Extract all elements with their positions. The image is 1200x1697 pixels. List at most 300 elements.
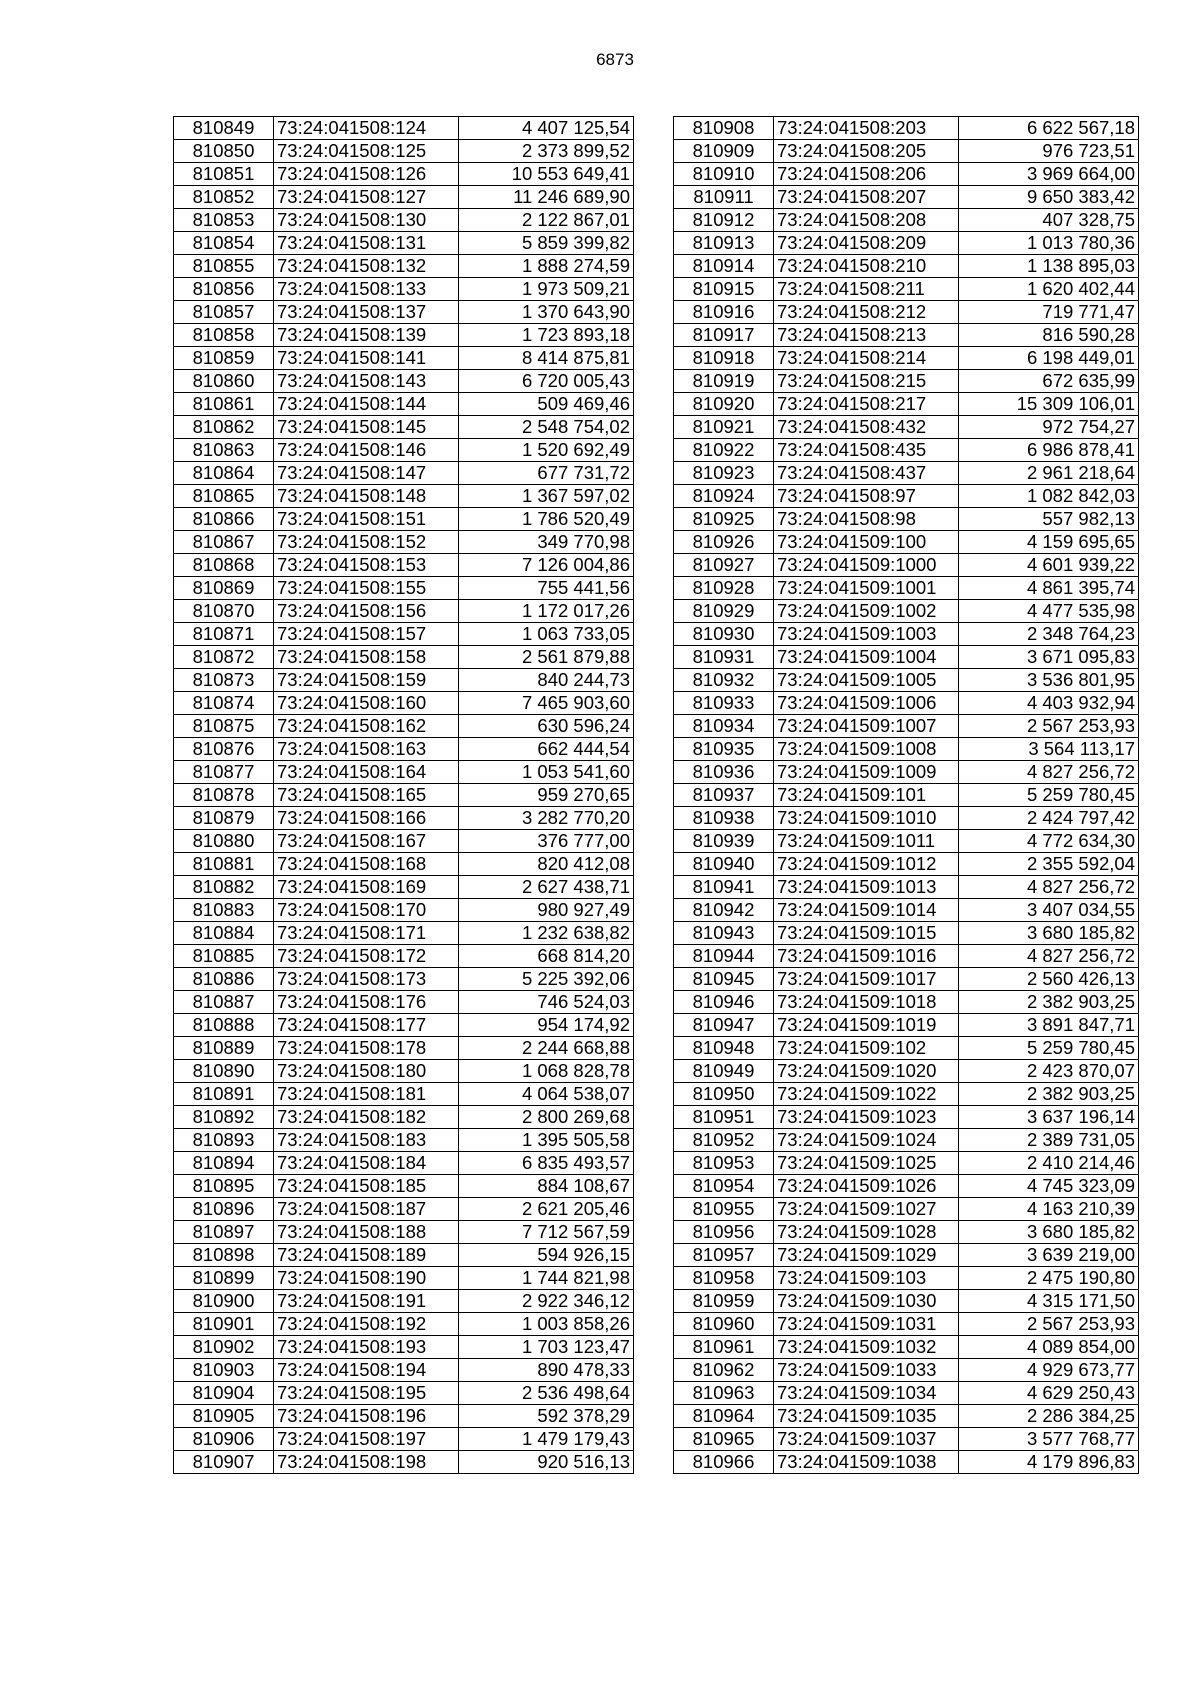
value-cell: 8 414 875,81 <box>459 347 634 370</box>
row-number: 810902 <box>174 1336 274 1359</box>
table-row <box>674 761 1139 784</box>
cadastral-number: 73:24:041509:101 <box>774 784 959 807</box>
row-number: 810911 <box>674 186 774 209</box>
table-row <box>174 1060 634 1083</box>
table-row <box>174 853 634 876</box>
table-row <box>174 186 634 209</box>
table-row <box>674 1382 1139 1405</box>
cadastral-number: 73:24:041508:191 <box>274 1290 459 1313</box>
value-cell: 5 225 392,06 <box>459 968 634 991</box>
table-row <box>174 1129 634 1152</box>
table-row <box>674 209 1139 232</box>
value-cell: 1 003 858,26 <box>459 1313 634 1336</box>
table-row <box>174 370 634 393</box>
table-row <box>174 1290 634 1313</box>
value-cell: 2 536 498,64 <box>459 1382 634 1405</box>
value-cell: 2 382 903,25 <box>959 1083 1139 1106</box>
row-number: 810953 <box>674 1152 774 1175</box>
cadastral-number: 73:24:041508:194 <box>274 1359 459 1382</box>
value-cell: 959 270,65 <box>459 784 634 807</box>
cadastral-number: 73:24:041508:197 <box>274 1428 459 1451</box>
row-number: 810925 <box>674 508 774 531</box>
value-cell: 6 198 449,01 <box>959 347 1139 370</box>
cadastral-number: 73:24:041508:189 <box>274 1244 459 1267</box>
table-row <box>674 1060 1139 1083</box>
cadastral-number: 73:24:041509:1027 <box>774 1198 959 1221</box>
value-cell: 1 744 821,98 <box>459 1267 634 1290</box>
row-number: 810859 <box>174 347 274 370</box>
table-row <box>674 1083 1139 1106</box>
value-cell: 2 475 190,80 <box>959 1267 1139 1290</box>
cadastral-number: 73:24:041508:178 <box>274 1037 459 1060</box>
row-number: 810914 <box>674 255 774 278</box>
value-cell: 7 465 903,60 <box>459 692 634 715</box>
table-row <box>174 1359 634 1382</box>
table-row <box>674 876 1139 899</box>
table-row <box>174 922 634 945</box>
right-register-table <box>673 116 1139 1474</box>
value-cell: 4 745 323,09 <box>959 1175 1139 1198</box>
value-cell: 2 961 218,64 <box>959 462 1139 485</box>
row-number: 810864 <box>174 462 274 485</box>
page-number: 6873 <box>596 50 634 69</box>
cadastral-number: 73:24:041508:124 <box>274 117 459 140</box>
row-number: 810915 <box>674 278 774 301</box>
table-row <box>174 646 634 669</box>
cadastral-number: 73:24:041508:168 <box>274 853 459 876</box>
cadastral-number: 73:24:041508:184 <box>274 1152 459 1175</box>
value-cell: 4 772 634,30 <box>959 830 1139 853</box>
row-number: 810964 <box>674 1405 774 1428</box>
cadastral-number: 73:24:041508:125 <box>274 140 459 163</box>
cadastral-number: 73:24:041509:1012 <box>774 853 959 876</box>
value-cell: 3 680 185,82 <box>959 922 1139 945</box>
table-row <box>674 1221 1139 1244</box>
value-cell: 746 524,03 <box>459 991 634 1014</box>
row-number: 810873 <box>174 669 274 692</box>
cadastral-number: 73:24:041508:97 <box>774 485 959 508</box>
value-cell: 7 712 567,59 <box>459 1221 634 1244</box>
row-number: 810959 <box>674 1290 774 1313</box>
value-cell: 3 282 770,20 <box>459 807 634 830</box>
table-row <box>674 370 1139 393</box>
table-row <box>174 531 634 554</box>
cadastral-number: 73:24:041508:195 <box>274 1382 459 1405</box>
row-number: 810930 <box>674 623 774 646</box>
row-number: 810869 <box>174 577 274 600</box>
value-cell: 4 064 538,07 <box>459 1083 634 1106</box>
value-cell: 4 407 125,54 <box>459 117 634 140</box>
table-row <box>174 623 634 646</box>
row-number: 810918 <box>674 347 774 370</box>
cadastral-number: 73:24:041509:1019 <box>774 1014 959 1037</box>
cadastral-number: 73:24:041508:133 <box>274 278 459 301</box>
table-row <box>174 554 634 577</box>
row-number: 810884 <box>174 922 274 945</box>
row-number: 810894 <box>174 1152 274 1175</box>
value-cell: 2 567 253,93 <box>959 1313 1139 1336</box>
table-row <box>674 1198 1139 1221</box>
cadastral-number: 73:24:041509:1018 <box>774 991 959 1014</box>
row-number: 810909 <box>674 140 774 163</box>
row-number: 810931 <box>674 646 774 669</box>
value-cell: 2 355 592,04 <box>959 853 1139 876</box>
table-row <box>674 1106 1139 1129</box>
row-number: 810963 <box>674 1382 774 1405</box>
table-row <box>674 439 1139 462</box>
cadastral-number: 73:24:041509:1022 <box>774 1083 959 1106</box>
table-row <box>674 600 1139 623</box>
table-row <box>174 991 634 1014</box>
cadastral-number: 73:24:041509:1015 <box>774 922 959 945</box>
row-number: 810874 <box>174 692 274 715</box>
cadastral-number: 73:24:041509:1000 <box>774 554 959 577</box>
value-cell: 2 389 731,05 <box>959 1129 1139 1152</box>
row-number: 810867 <box>174 531 274 554</box>
value-cell: 884 108,67 <box>459 1175 634 1198</box>
table-row <box>174 462 634 485</box>
value-cell: 755 441,56 <box>459 577 634 600</box>
table-row <box>174 1014 634 1037</box>
value-cell: 1 395 505,58 <box>459 1129 634 1152</box>
cadastral-number: 73:24:041508:153 <box>274 554 459 577</box>
cadastral-number: 73:24:041508:144 <box>274 393 459 416</box>
value-cell: 3 891 847,71 <box>959 1014 1139 1037</box>
value-cell: 2 548 754,02 <box>459 416 634 439</box>
value-cell: 2 122 867,01 <box>459 209 634 232</box>
table-row <box>674 1152 1139 1175</box>
value-cell: 2 560 426,13 <box>959 968 1139 991</box>
cadastral-number: 73:24:041508:130 <box>274 209 459 232</box>
row-number: 810886 <box>174 968 274 991</box>
cadastral-number: 73:24:041508:126 <box>274 163 459 186</box>
cadastral-number: 73:24:041508:208 <box>774 209 959 232</box>
row-number: 810965 <box>674 1428 774 1451</box>
table-row <box>174 899 634 922</box>
value-cell: 1 138 895,03 <box>959 255 1139 278</box>
value-cell: 4 861 395,74 <box>959 577 1139 600</box>
value-cell: 2 627 438,71 <box>459 876 634 899</box>
cadastral-number: 73:24:041509:1020 <box>774 1060 959 1083</box>
value-cell: 4 159 695,65 <box>959 531 1139 554</box>
cadastral-number: 73:24:041509:100 <box>774 531 959 554</box>
row-number: 810966 <box>674 1451 774 1474</box>
row-number: 810920 <box>674 393 774 416</box>
cadastral-number: 73:24:041508:155 <box>274 577 459 600</box>
cadastral-number: 73:24:041508:212 <box>774 301 959 324</box>
cadastral-number: 73:24:041508:127 <box>274 186 459 209</box>
cadastral-number: 73:24:041509:1032 <box>774 1336 959 1359</box>
table-row <box>174 485 634 508</box>
value-cell: 3 969 664,00 <box>959 163 1139 186</box>
table-row <box>674 669 1139 692</box>
row-number: 810898 <box>174 1244 274 1267</box>
row-number: 810944 <box>674 945 774 968</box>
table-row <box>674 1359 1139 1382</box>
value-cell: 2 373 899,52 <box>459 140 634 163</box>
table-row <box>674 830 1139 853</box>
row-number: 810960 <box>674 1313 774 1336</box>
row-number: 810878 <box>174 784 274 807</box>
table-row <box>174 324 634 347</box>
row-number: 810919 <box>674 370 774 393</box>
table-row <box>174 278 634 301</box>
table-row <box>174 692 634 715</box>
value-cell: 3 564 113,17 <box>959 738 1139 761</box>
value-cell: 1 620 402,44 <box>959 278 1139 301</box>
table-row <box>174 117 634 140</box>
value-cell: 2 922 346,12 <box>459 1290 634 1313</box>
table-row <box>674 1244 1139 1267</box>
table-row <box>174 577 634 600</box>
value-cell: 1 479 179,43 <box>459 1428 634 1451</box>
value-cell: 1 063 733,05 <box>459 623 634 646</box>
value-cell: 4 827 256,72 <box>959 761 1139 784</box>
row-number: 810926 <box>674 531 774 554</box>
table-row <box>674 278 1139 301</box>
cadastral-number: 73:24:041508:151 <box>274 508 459 531</box>
cadastral-number: 73:24:041508:166 <box>274 807 459 830</box>
table-row <box>174 347 634 370</box>
table-row <box>674 1175 1139 1198</box>
row-number: 810946 <box>674 991 774 1014</box>
row-number: 810893 <box>174 1129 274 1152</box>
row-number: 810889 <box>174 1037 274 1060</box>
table-row <box>674 416 1139 439</box>
cadastral-number: 73:24:041508:156 <box>274 600 459 623</box>
value-cell: 630 596,24 <box>459 715 634 738</box>
value-cell: 3 536 801,95 <box>959 669 1139 692</box>
row-number: 810882 <box>174 876 274 899</box>
row-number: 810938 <box>674 807 774 830</box>
value-cell: 2 244 668,88 <box>459 1037 634 1060</box>
cadastral-number: 73:24:041508:141 <box>274 347 459 370</box>
cadastral-number: 73:24:041508:143 <box>274 370 459 393</box>
row-number: 810954 <box>674 1175 774 1198</box>
cadastral-number: 73:24:041509:1001 <box>774 577 959 600</box>
value-cell: 4 827 256,72 <box>959 876 1139 899</box>
value-cell: 6 835 493,57 <box>459 1152 634 1175</box>
row-number: 810947 <box>674 1014 774 1037</box>
table-row <box>174 876 634 899</box>
cadastral-number: 73:24:041509:1030 <box>774 1290 959 1313</box>
table-row <box>674 715 1139 738</box>
table-row <box>174 715 634 738</box>
value-cell: 4 179 896,83 <box>959 1451 1139 1474</box>
cadastral-number: 73:24:041509:1023 <box>774 1106 959 1129</box>
cadastral-number: 73:24:041508:131 <box>274 232 459 255</box>
row-number: 810862 <box>174 416 274 439</box>
row-number: 810949 <box>674 1060 774 1083</box>
table-row <box>174 439 634 462</box>
row-number: 810924 <box>674 485 774 508</box>
left-register-table <box>173 116 634 1474</box>
table-row <box>674 1129 1139 1152</box>
value-cell: 509 469,46 <box>459 393 634 416</box>
table-row <box>674 117 1139 140</box>
cadastral-number: 73:24:041509:1014 <box>774 899 959 922</box>
cadastral-number: 73:24:041509:1033 <box>774 1359 959 1382</box>
cadastral-number: 73:24:041508:196 <box>274 1405 459 1428</box>
cadastral-number: 73:24:041508:437 <box>774 462 959 485</box>
cadastral-number: 73:24:041508:210 <box>774 255 959 278</box>
cadastral-number: 73:24:041508:137 <box>274 301 459 324</box>
table-row <box>174 807 634 830</box>
row-number: 810897 <box>174 1221 274 1244</box>
value-cell: 407 328,75 <box>959 209 1139 232</box>
row-number: 810912 <box>674 209 774 232</box>
table-row <box>674 646 1139 669</box>
value-cell: 820 412,08 <box>459 853 634 876</box>
value-cell: 1 520 692,49 <box>459 439 634 462</box>
table-row <box>674 1451 1139 1474</box>
row-number: 810875 <box>174 715 274 738</box>
row-number: 810899 <box>174 1267 274 1290</box>
table-row <box>674 991 1139 1014</box>
cadastral-number: 73:24:041509:1034 <box>774 1382 959 1405</box>
table-row <box>674 531 1139 554</box>
table-row <box>674 485 1139 508</box>
cadastral-number: 73:24:041509:1006 <box>774 692 959 715</box>
cadastral-number: 73:24:041508:172 <box>274 945 459 968</box>
value-cell: 1 370 643,90 <box>459 301 634 324</box>
row-number: 810939 <box>674 830 774 853</box>
value-cell: 6 720 005,43 <box>459 370 634 393</box>
cadastral-number: 73:24:041508:132 <box>274 255 459 278</box>
value-cell: 890 478,33 <box>459 1359 634 1382</box>
table-row <box>674 853 1139 876</box>
table-row <box>674 232 1139 255</box>
cadastral-number: 73:24:041509:1016 <box>774 945 959 968</box>
table-row <box>174 301 634 324</box>
table-row <box>674 324 1139 347</box>
cadastral-number: 73:24:041508:146 <box>274 439 459 462</box>
value-cell: 2 561 879,88 <box>459 646 634 669</box>
cadastral-number: 73:24:041508:139 <box>274 324 459 347</box>
row-number: 810855 <box>174 255 274 278</box>
cadastral-number: 73:24:041508:170 <box>274 899 459 922</box>
row-number: 810883 <box>174 899 274 922</box>
row-number: 810917 <box>674 324 774 347</box>
cadastral-number: 73:24:041508:207 <box>774 186 959 209</box>
row-number: 810962 <box>674 1359 774 1382</box>
cadastral-number: 73:24:041509:1029 <box>774 1244 959 1267</box>
cadastral-number: 73:24:041509:1002 <box>774 600 959 623</box>
row-number: 810896 <box>174 1198 274 1221</box>
row-number: 810942 <box>674 899 774 922</box>
value-cell: 594 926,15 <box>459 1244 634 1267</box>
table-row <box>174 1083 634 1106</box>
table-row <box>674 508 1139 531</box>
row-number: 810861 <box>174 393 274 416</box>
row-number: 810906 <box>174 1428 274 1451</box>
value-cell: 2 382 903,25 <box>959 991 1139 1014</box>
value-cell: 4 827 256,72 <box>959 945 1139 968</box>
value-cell: 2 567 253,93 <box>959 715 1139 738</box>
row-number: 810907 <box>174 1451 274 1474</box>
table-row <box>174 669 634 692</box>
value-cell: 7 126 004,86 <box>459 554 634 577</box>
cadastral-number: 73:24:041509:1025 <box>774 1152 959 1175</box>
table-row <box>674 1014 1139 1037</box>
table-row <box>174 1382 634 1405</box>
value-cell: 677 731,72 <box>459 462 634 485</box>
row-number: 810876 <box>174 738 274 761</box>
row-number: 810957 <box>674 1244 774 1267</box>
row-number: 810940 <box>674 853 774 876</box>
table-row <box>674 807 1139 830</box>
value-cell: 3 639 219,00 <box>959 1244 1139 1267</box>
row-number: 810933 <box>674 692 774 715</box>
row-number: 810908 <box>674 117 774 140</box>
cadastral-number: 73:24:041509:1003 <box>774 623 959 646</box>
cadastral-number: 73:24:041508:169 <box>274 876 459 899</box>
value-cell: 2 423 870,07 <box>959 1060 1139 1083</box>
row-number: 810872 <box>174 646 274 669</box>
value-cell: 2 621 205,46 <box>459 1198 634 1221</box>
cadastral-number: 73:24:041508:165 <box>274 784 459 807</box>
table-row <box>174 163 634 186</box>
value-cell: 6 986 878,41 <box>959 439 1139 462</box>
cadastral-number: 73:24:041508:173 <box>274 968 459 991</box>
table-row <box>174 1198 634 1221</box>
value-cell: 3 671 095,83 <box>959 646 1139 669</box>
row-number: 810904 <box>174 1382 274 1405</box>
table-row <box>174 1313 634 1336</box>
cadastral-number: 73:24:041508:180 <box>274 1060 459 1083</box>
value-cell: 668 814,20 <box>459 945 634 968</box>
cadastral-number: 73:24:041508:167 <box>274 830 459 853</box>
value-cell: 376 777,00 <box>459 830 634 853</box>
cadastral-number: 73:24:041508:206 <box>774 163 959 186</box>
table-row <box>174 738 634 761</box>
cadastral-number: 73:24:041508:181 <box>274 1083 459 1106</box>
value-cell: 816 590,28 <box>959 324 1139 347</box>
row-number: 810892 <box>174 1106 274 1129</box>
cadastral-number: 73:24:041509:1009 <box>774 761 959 784</box>
table-row <box>174 416 634 439</box>
cadastral-number: 73:24:041508:159 <box>274 669 459 692</box>
value-cell: 4 477 535,98 <box>959 600 1139 623</box>
value-cell: 840 244,73 <box>459 669 634 692</box>
table-row <box>674 140 1139 163</box>
cadastral-number: 73:24:041508:192 <box>274 1313 459 1336</box>
table-row <box>674 1428 1139 1451</box>
table-row <box>174 830 634 853</box>
table-row <box>174 1428 634 1451</box>
cadastral-number: 73:24:041508:209 <box>774 232 959 255</box>
table-row <box>174 1106 634 1129</box>
row-number: 810895 <box>174 1175 274 1198</box>
table-row <box>674 1037 1139 1060</box>
cadastral-number: 73:24:041508:164 <box>274 761 459 784</box>
cadastral-number: 73:24:041508:190 <box>274 1267 459 1290</box>
value-cell: 5 859 399,82 <box>459 232 634 255</box>
cadastral-number: 73:24:041508:98 <box>774 508 959 531</box>
row-number: 810921 <box>674 416 774 439</box>
table-row <box>674 922 1139 945</box>
cadastral-number: 73:24:041508:187 <box>274 1198 459 1221</box>
table-row <box>174 1244 634 1267</box>
cadastral-number: 73:24:041508:148 <box>274 485 459 508</box>
row-number: 810887 <box>174 991 274 1014</box>
table-row <box>674 899 1139 922</box>
row-number: 810900 <box>174 1290 274 1313</box>
cadastral-number: 73:24:041508:203 <box>774 117 959 140</box>
table-row <box>674 163 1139 186</box>
row-number: 810866 <box>174 508 274 531</box>
value-cell: 4 315 171,50 <box>959 1290 1139 1313</box>
